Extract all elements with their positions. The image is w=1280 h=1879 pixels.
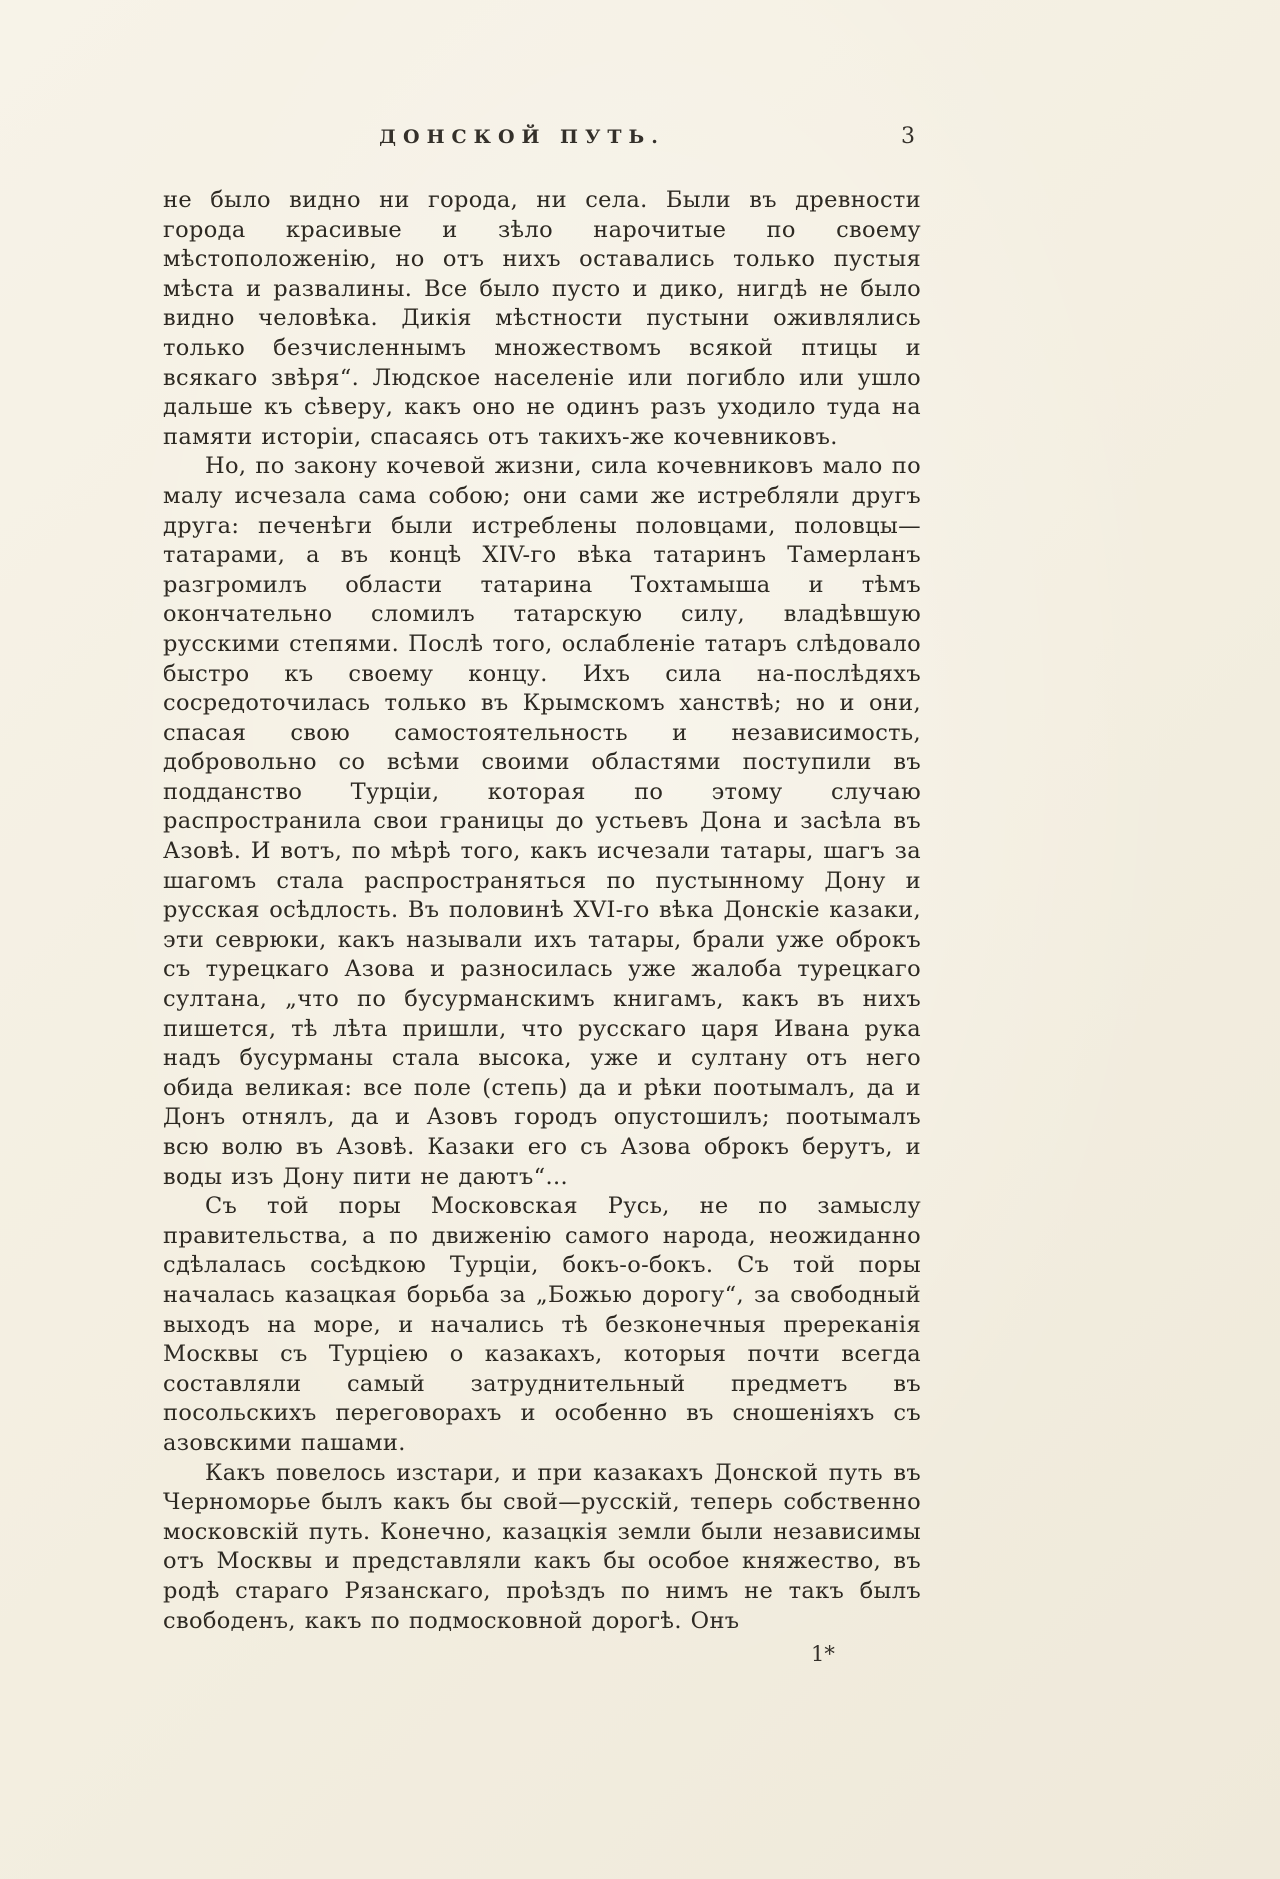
- signature-mark: 1*: [811, 1642, 835, 1667]
- page-body: [163, 186, 921, 1636]
- text-block: [163, 126, 921, 1666]
- paragraph: Съ той поры Московская Русь, не по замыслу правительства, а по движенію самого народа, неожиданно сдѣлалась сосѣдкою Турціи, бокъ-о-бокъ. Съ той поры началась казацкая борьба за „Божью дорогу“, за свободный выходъ на море, и начались тѣ безконечныя пререканія Москвы съ Турціею о казакахъ, которыя почти всегда составляли самый затруднительный предметъ въ посольскихъ переговорахъ и особенно въ сношеніяхъ съ азовскими пашами.: [163, 1193, 921, 1456]
- paragraph: Но, по закону кочевой жизни, сила кочевниковъ мало по малу исчезала сама собою; они сами же истребляли другъ друга: печенѣги были истреблены половцами, половцы—татарами, а въ концѣ XIV-го вѣка татаринъ Тамерланъ разгромилъ области татарина Тохтамыша и тѣмъ окончательно сломилъ татарскую силу, владѣвшую русскими степями. Послѣ того, ослабленіе татаръ слѣдовало быстро къ своему концу. Ихъ сила на-послѣдяхъ сосредоточилась только въ Крымскомъ ханствѣ; но и они, спасая свою самостоятельность и независимость, добровольно со всѣми своими областями поступили въ подданство Турціи, которая по этому случаю распространила свои границы до устьевъ Дона и засѣла въ Азовѣ. И вотъ, по мѣрѣ того, какъ исчезали татары, шагъ за шагомъ стала распространяться по пустынному Дону и русская осѣдлость. Въ половинѣ XVI-го вѣка Донскіе казаки, эти севрюки, какъ называли ихъ татары, брали уже оброкъ съ турецкаго Азова и разносилась уже жалоба турецкаго султана, „что по бусурманскимъ книгамъ, какъ въ нихъ пишется, тѣ лѣта пришли, что русскаго царя Ивана рука надъ бусурманы стала высока, уже и султану отъ него обида великая: все поле (степь) да и рѣки поотымалъ, да и Донъ отнялъ, да и Азовъ городъ опустошилъ; поотымалъ всю волю въ Азовѣ. Казаки его съ Азова оброкъ берутъ, и воды изъ Дону пити не даютъ“...: [163, 453, 921, 1190]
- running-title: ДОНСКОЙ ПУТЬ.: [379, 126, 665, 148]
- page-header: [163, 126, 921, 158]
- page-footer: [163, 1642, 921, 1666]
- paragraph: Какъ повелось изстари, и при казакахъ Донской путь въ Черноморье былъ какъ бы свой—русскій, теперь собственно московскій путь. Конечно, казацкія земли были независимы отъ Москвы и представляли какъ бы особое княжество, въ родѣ стараго Рязанскаго, проѣздъ по нимъ не такъ былъ свободенъ, какъ по подмосковной дорогѣ. Онъ: [163, 1459, 921, 1634]
- page-number: 3: [901, 124, 915, 149]
- paragraph-continuation: не было видно ни города, ни села. Были въ древности города красивые и зѣло нарочитые по своему мѣстоположенію, но отъ нихъ оставались только пустыя мѣста и развалины. Все было пусто и дико, нигдѣ не было видно человѣка. Дикія мѣстности пустыни оживлялись только безчисленнымъ множествомъ всякой птицы и всякаго звѣря“. Людское населеніе или погибло или ушло дальше къ сѣверу, какъ оно не одинъ разъ уходило туда на памяти исторіи, спасаясь отъ такихъ-же кочевниковъ.: [163, 187, 921, 450]
